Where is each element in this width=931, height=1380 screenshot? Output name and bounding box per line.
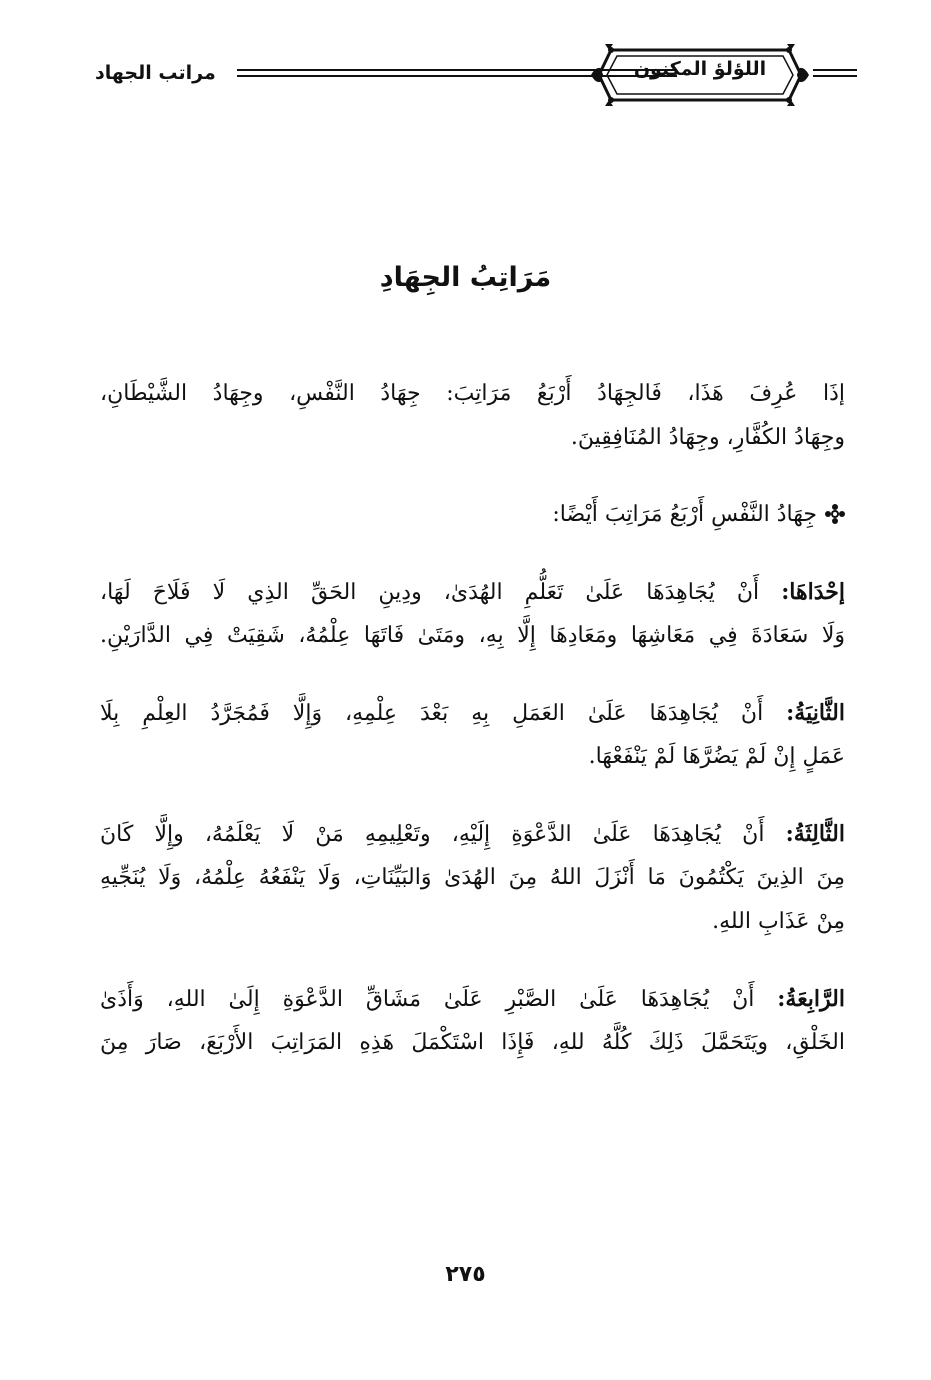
- line-text: أَنْ يُجَاهِدَهَا عَلَىٰ الصَّبْرِ عَلَىٰ مَشَاقِّ الدَّعْوَةِ إِلَىٰ اللهِ، وَأَذَىٰ: [100, 987, 755, 1012]
- paragraph-third: [100, 812, 845, 944]
- text-line: إذَا عُرِفَ هَذَا، فَالجِهَادُ أَرْبَعُ مَرَاتِبَ: جِهَادُ النَّفْسِ، وجِهَادُ الشَّيْطَانِ،: [100, 381, 845, 406]
- text-line: [100, 812, 845, 856]
- line-text: أَنْ يُجَاهِدَهَا عَلَىٰ الدَّعْوَةِ إِلَيْهِ، وتَعْلِيمِهِ مَنْ لَا يَعْلَمُهُ، وإِلَّا كَانَ: [100, 822, 765, 847]
- text-line: الخَلْقِ، ويَتَحَمَّلَ ذَلِكَ كُلَّهُ للهِ، فَإِذَا اسْتَكْمَلَ هَذِهِ المَرَاتِبَ الأَرْبَعَ، صَارَ مِنَ: [100, 1030, 845, 1055]
- text-line: [100, 977, 845, 1021]
- page-number: ٢٧٥: [445, 1262, 486, 1287]
- book-title: اللؤلؤ المكنون: [633, 58, 767, 80]
- paragraph-label: إحْدَاهَا:: [781, 579, 845, 605]
- paragraph-first: [100, 570, 845, 658]
- paragraph-label: الثَّانِيَةُ:: [786, 700, 845, 726]
- paragraph-intro: [100, 372, 845, 460]
- text-line: مِنْ عَذَابِ اللهِ.: [712, 909, 845, 934]
- paragraph-label: الثَّالِثَةُ:: [785, 821, 845, 847]
- header-section-title: مراتب الجهاد: [95, 62, 216, 84]
- line-text: أَنْ يُجَاهِدَهَا عَلَىٰ تَعَلُّمِ الهُدَىٰ، ودِينِ الحَقِّ الذِي لَا فَلَاحَ لَهَا،: [100, 580, 760, 605]
- paragraph-fourth: [100, 977, 845, 1065]
- book-title-ornament-frame: [591, 40, 809, 110]
- line-text: أَنْ يُجَاهِدَهَا عَلَىٰ العَمَلِ بِهِ بَعْدَ عِلْمِهِ، وَإِلَّا فَمُجَرَّدُ العِلْمِ بِلَا: [100, 701, 764, 726]
- subheading-text: جِهَادُ النَّفْسِ أَرْبَعُ مَرَاتِبَ أَيْضًا:: [552, 502, 817, 527]
- text-line: [100, 493, 845, 537]
- chapter-title: مَرَاتِبُ الجِهَادِ: [379, 262, 552, 293]
- header-double-rule-right: [813, 69, 857, 77]
- text-line: [100, 691, 845, 735]
- paragraph-second: [100, 691, 845, 779]
- paragraph-subheading: [100, 493, 845, 537]
- body-text: [100, 372, 845, 1098]
- flower-bullet-icon: [825, 504, 845, 524]
- running-header: [95, 40, 855, 112]
- text-line: عَمَلٍ إِنْ لَمْ يَضُرَّهَا لَمْ يَنْفَعْهَا.: [588, 744, 845, 769]
- text-line: [100, 570, 845, 614]
- text-line: مِنَ الذِينَ يَكْتُمُونَ مَا أَنْزَلَ اللهُ مِنَ الهُدَىٰ وَالبَيِّنَاتِ، وَلَا يَنْفَعُهُ عِلْمُهُ، وَلَا يُنَجِّيهِ: [100, 865, 845, 890]
- text-line: وَلَا سَعَادَةَ فِي مَعَاشِهَا ومَعَادِهَا إِلَّا بِهِ، ومَتَىٰ فَاتَهَا عِلْمُهُ، شَقِيَتْ فِي الدَّارَيْنِ.: [100, 623, 845, 648]
- paragraph-label: الرَّابِعَةُ:: [777, 986, 845, 1012]
- text-line: وجِهَادُ الكُفَّارِ، وجِهَادُ المُنَافِقِينَ.: [570, 425, 845, 450]
